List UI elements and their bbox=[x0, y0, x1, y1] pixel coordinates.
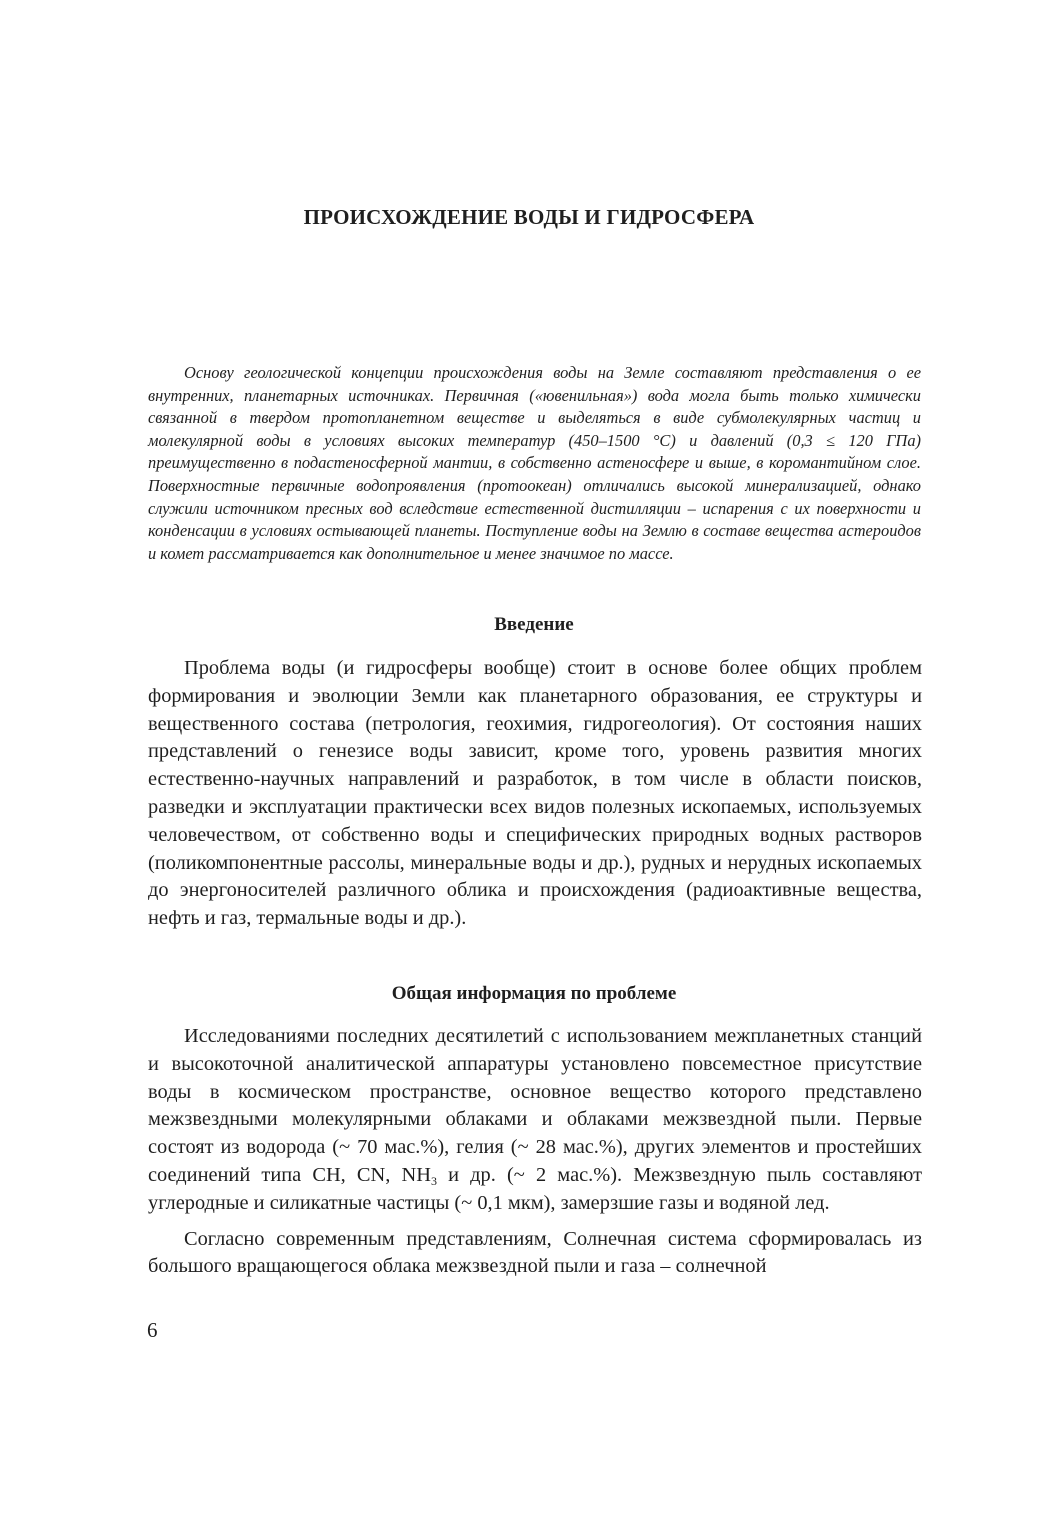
abstract: Основу геологической концепции происхождения воды на Земле составляют представления о ее внутренних, планетарных источниках. Первичная («ювенильная») вода могла быть только химически связанной в твердом протопланетном веществе и выделяться в виде субмолекулярных частиц и молекулярной воды в условиях высоких температур (450–1500 °С) и давлений (0,3 ≤ 120 ГПа) преимущественно в подастеносферной мантии, в собственно астеносфере и выше, в коромантийном слое. Поверхностные первичные водопроявления (протоокеан) отличались высокой минерализацией, однако служили источником пресных вод вследствие естественной дистилляции – испарения с их поверхности и конденсации в условиях остывающей планеты. Поступление воды на Землю в составе вещества астероидов и комет рассматривается как дополнительное и менее значимое по массе. bbox=[148, 363, 921, 563]
section-heading-general-info: Общая информация по проблеме bbox=[391, 983, 677, 1004]
paragraph: Согласно современным представлениям, Солнечная система сформировалась из большого вращающегося облака межзвездной пыли и газа – солнечной bbox=[148, 1227, 922, 1278]
paragraph-text: и др. (~ 2 мас.%). Межзвездную пыль составляют углеродные и силикатные частицы (~ 0,1 мкм), замерзшие газы и водяной лед. bbox=[148, 1163, 922, 1214]
section-heading-introduction: Введение bbox=[494, 614, 574, 635]
introduction-body bbox=[148, 655, 922, 941]
paragraph-text: Исследованиями последних десятилетий с использованием межпланетных станций и высокоточной аналитической аппаратуры установлено повсеместное присутствие воды в космическом пространстве, основное вещество которого представлено межзвездными молекулярными облаками и облаками межзвездной пыли. Первые состоят из водорода (~ 70 мас.%), гелия (~ 28 мас.%), других элементов и простейших соединений типа CH, CN, NH bbox=[148, 1025, 922, 1186]
page-number: 6 bbox=[147, 1318, 158, 1342]
subscript: 3 bbox=[430, 1173, 437, 1188]
page-title: ПРОИСХОЖДЕНИЕ ВОДЫ И ГИДРОСФЕРА bbox=[303, 205, 755, 229]
general-info-body bbox=[148, 1023, 922, 1289]
paragraph: Проблема воды (и гидросферы вообще) стоит в основе более общих проблем формирования и эволюции Земли как планетарного образования, ее структуры и вещественного состава (петрология, геохимия, гидрогеология). От состояния наших представлений о генезисе воды зависит, кроме того, уровень развития многих естественно-научных направлений и разработок, в том числе в области поисков, разведки и эксплуатации практически всех видов полезных ископаемых, используемых человечеством, от собственно воды и специфических природных водных растворов (поликомпонентные рассолы, минеральные воды и др.), рудных и нерудных ископаемых до энергоносителей различного облика и происхождения (радиоактивные вещества, нефть и газ, термальные воды и др.). bbox=[148, 657, 922, 930]
paragraph bbox=[148, 1023, 922, 1218]
